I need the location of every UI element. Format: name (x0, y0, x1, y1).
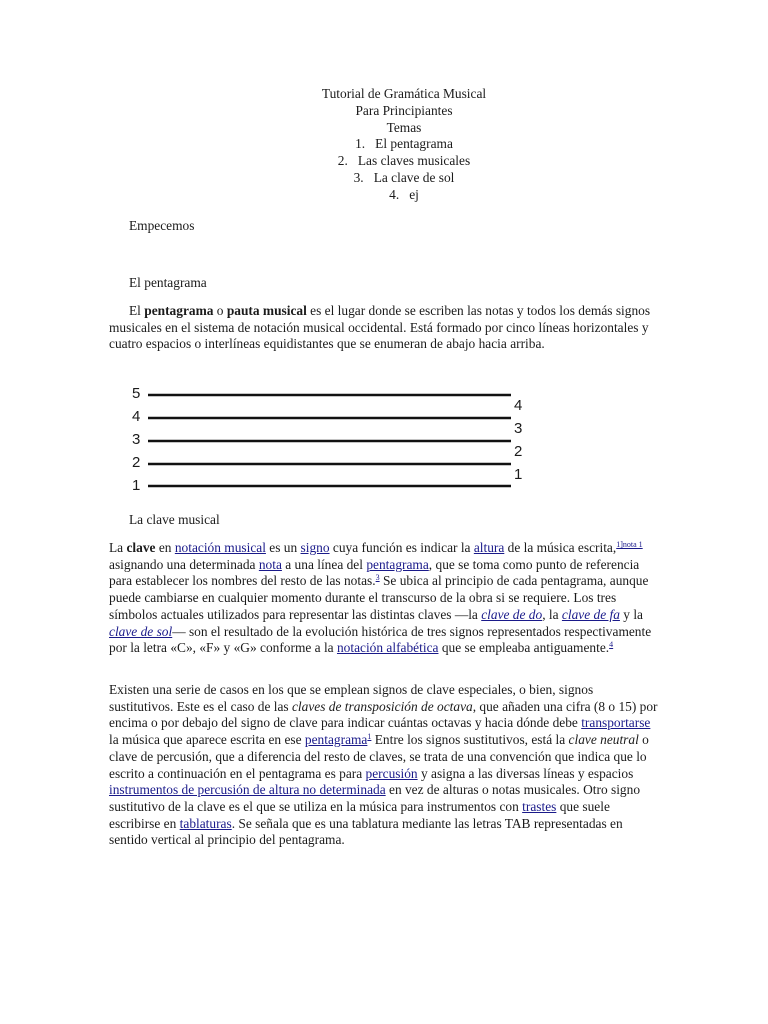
space-number: 2 (514, 443, 523, 460)
line-number: 2 (132, 454, 141, 471)
text: en vez de alturas o notas musicales. Otro signo sustitutivo de la clave es el que se utiliza en la música para instrumentos con (109, 782, 641, 814)
link-percusion[interactable]: percusión (365, 765, 418, 781)
text: asignando una determinada (109, 556, 259, 572)
link-clave-de-sol[interactable]: clave de sol (109, 623, 173, 639)
link-clave-de-fa[interactable]: clave de fa (561, 606, 620, 622)
space-number: 4 (514, 397, 523, 414)
text: Se ubica al principio de cada pentagrama, aunque puede cambiarse en cualquier momento durante el transcurso de la obra si se requiere. Los tres símbolos actuales utilizados para representar las distintas claves —la (109, 573, 649, 622)
link-notacion-musical[interactable]: notación musical (174, 540, 266, 555)
italic-term: claves de transposición de octava (291, 698, 473, 714)
text: es un (265, 540, 301, 555)
text: que se empleaba antiguamente. (438, 640, 610, 656)
bold-term: pauta musical (226, 303, 307, 318)
bold-term: clave (126, 540, 156, 555)
text: . Se señala que es una tablatura mediante las letras TAB representadas en sentido vertical al principio del pentagrama. (109, 815, 623, 848)
document-title: Tutorial de Gramática Musical (321, 86, 487, 101)
topics-label: Temas (386, 119, 422, 135)
topic-item: 1. El pentagrama (355, 136, 453, 152)
bold-term: pentagrama (144, 303, 214, 318)
space-number: 3 (514, 420, 523, 437)
text: , que se toma como punto de referencia para establecer los nombres del resto de las notas. (109, 556, 640, 589)
link-clave-de-do[interactable]: clave de do (481, 606, 543, 622)
text: y la (619, 606, 643, 622)
document-subtitle: Para Principiantes (355, 102, 453, 118)
footnote-ref[interactable]: 1]nota 1 (616, 540, 643, 549)
text: de la música escrita, (504, 540, 617, 555)
link-notacion-alfabetica[interactable]: notación alfabética (336, 640, 439, 656)
paragraph-clave (109, 540, 660, 657)
text: la música que aparece escrita en ese (109, 732, 305, 748)
paragraph-signos-sustitutivos (109, 682, 660, 849)
link-trastes[interactable]: trastes (522, 798, 557, 814)
text: en (155, 540, 175, 555)
section-heading-pentagrama: El pentagrama (129, 275, 207, 290)
line-number: 4 (132, 408, 141, 425)
text: Existen una serie de casos en los que se emplean signos de clave especiales, o bien, signos sustitutivos. Este es el caso de las (109, 682, 594, 714)
link-signo[interactable]: signo (300, 540, 330, 555)
space-number: 1 (514, 466, 523, 483)
footnote-ref[interactable]: 4 (609, 640, 614, 650)
text: El (129, 303, 145, 318)
staff-diagram (128, 385, 548, 500)
section-heading-clave: La clave musical (129, 512, 220, 527)
text: cuya función es indicar la (329, 540, 474, 555)
title-block (0, 86, 768, 204)
text: y asigna a las diversas líneas y espacios (417, 765, 634, 781)
line-number: 3 (132, 431, 141, 448)
staff-lines (128, 385, 548, 500)
text: Entre los signos sustitutivos, está la (371, 732, 569, 748)
topic-item: 4. ej (389, 186, 419, 202)
link-transportarse[interactable]: transportarse (581, 715, 651, 731)
link-altura[interactable]: altura (473, 540, 505, 555)
line-number: 5 (132, 385, 141, 402)
text: o (213, 303, 227, 318)
topic-item: 2. Las claves musicales (337, 153, 471, 169)
link-pentagrama[interactable]: pentagrama (304, 732, 368, 748)
text: que suele escribirse en (109, 798, 610, 831)
intro-text: Empecemos (129, 218, 195, 233)
text: es el lugar donde se escriben las notas y todos los demás signos musicales en el sistema de notación musical occidental. Está formado por cinco líneas horizontales y cuatro espacios o interlíneas equidistantes que se enumeran de abajo hacia arriba. (109, 303, 651, 352)
text: , la (542, 606, 562, 622)
text: o clave de percusión, que a diferencia del resto de claves, se trata de una convención que indica que lo escrito a continuación en el pentagrama es para (109, 732, 649, 781)
text: a una línea del (281, 556, 367, 572)
link-pentagrama[interactable]: pentagrama (366, 556, 429, 572)
topic-item: 3. La clave de sol (353, 169, 455, 185)
link-tablaturas[interactable]: tablaturas (179, 815, 232, 831)
link-nota[interactable]: nota (258, 556, 282, 572)
paragraph-pentagrama (109, 303, 660, 353)
line-number: 1 (132, 477, 141, 494)
footnote-ref[interactable]: 3 (375, 573, 380, 583)
text: , que añaden una cifra (8 o 15) por encima o por debajo del signo de clave para indicar cuántas octavas y hacia dónde debe (109, 698, 658, 731)
italic-term: clave neutral (568, 732, 639, 748)
link-instrumentos-percusion[interactable]: instrumentos de percusión de altura no determinada (109, 782, 386, 798)
footnote-ref[interactable]: 1 (367, 732, 372, 742)
text: — son el resultado de la evolución histórica de tres signos representados respectivamente por la letra «C», «F» y «G» conforme a la (109, 623, 652, 656)
text: La (109, 540, 127, 555)
